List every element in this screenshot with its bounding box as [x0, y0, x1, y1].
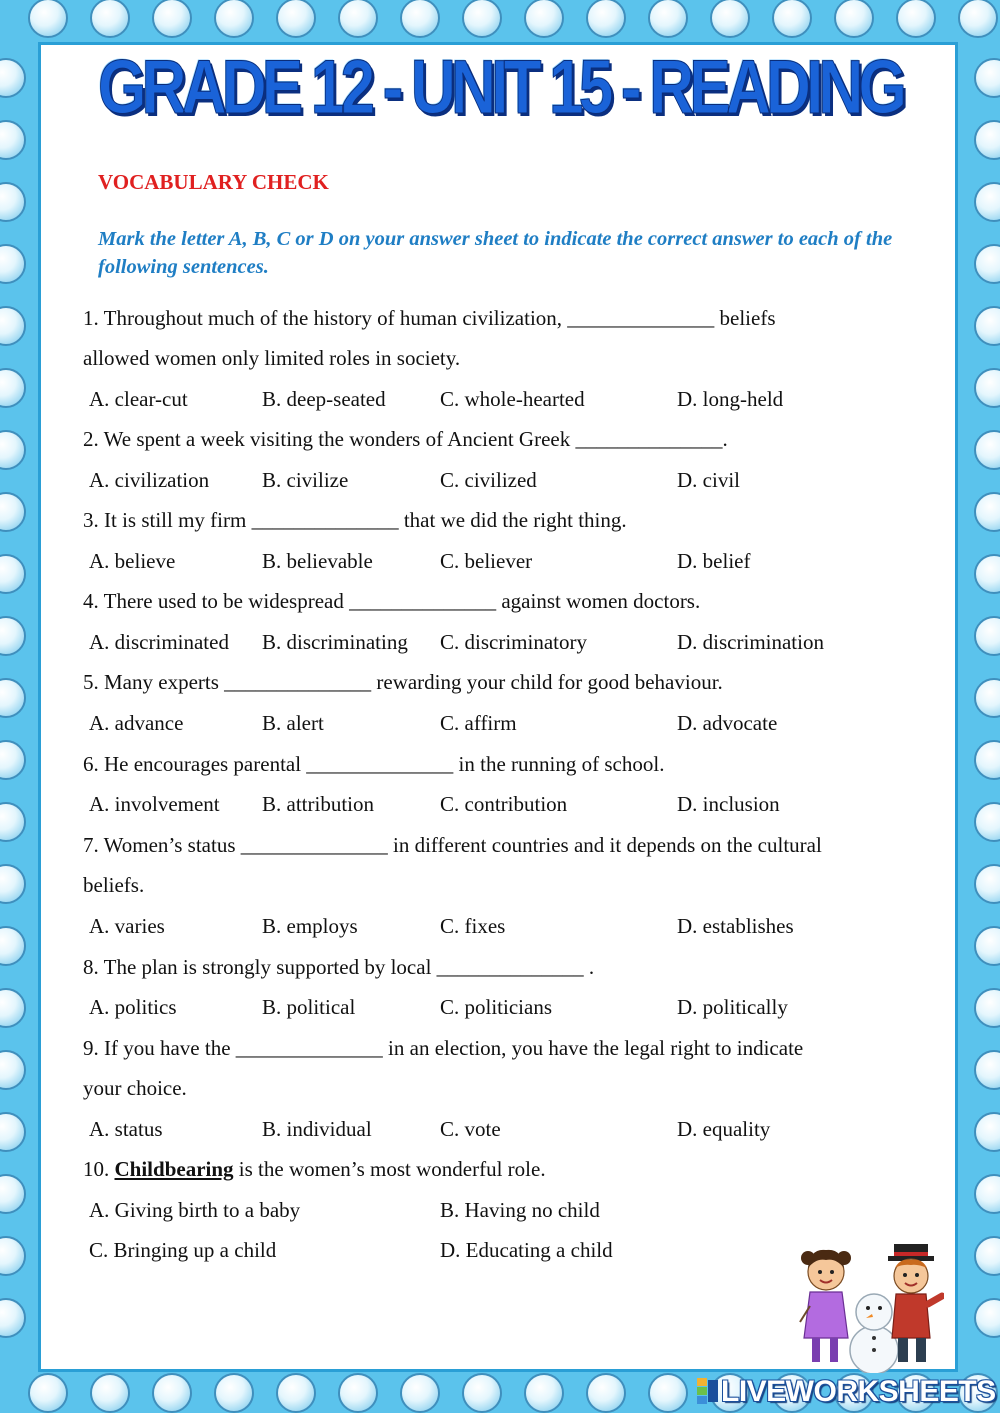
question-8-option-c[interactable]: C. politicians	[440, 995, 552, 1019]
question-1-line-2: allowed women only limited roles in society.	[83, 346, 461, 370]
bubble-decoration	[975, 245, 1000, 283]
page-title: GRADE 12 - UNIT 15 - READING	[97, 45, 903, 130]
bubble-decoration	[897, 0, 935, 37]
bubble-decoration	[649, 0, 687, 37]
question-4-option-b[interactable]: B. discriminating	[262, 630, 408, 654]
bubble-decoration	[0, 989, 25, 1027]
question-6-option-b[interactable]: B. attribution	[262, 792, 374, 816]
bubble-decoration	[587, 0, 625, 37]
bubble-decoration	[0, 493, 25, 531]
question-7-option-c[interactable]: C. fixes	[440, 914, 506, 938]
bubble-decoration	[0, 1237, 25, 1275]
bubble-decoration	[975, 1113, 1000, 1151]
bubble-decoration	[0, 183, 25, 221]
bubble-decoration	[975, 431, 1000, 469]
bubble-decoration	[773, 0, 811, 37]
question-4-option-d[interactable]: D. discrimination	[677, 630, 824, 654]
bubble-decoration	[0, 617, 25, 655]
question-10-option-c[interactable]: C. Bringing up a child	[89, 1238, 277, 1262]
question-4-option-a[interactable]: A. discriminated	[89, 630, 229, 654]
bubble-decoration	[153, 0, 191, 37]
bubble-decoration	[975, 1051, 1000, 1089]
question-3-option-d[interactable]: D. belief	[677, 549, 751, 573]
bubble-decoration	[975, 679, 1000, 717]
bubble-decoration	[0, 1299, 25, 1337]
question-2-option-c[interactable]: C. civilized	[440, 468, 537, 492]
bubble-decoration	[0, 741, 25, 779]
question-1-option-b[interactable]: B. deep-seated	[262, 387, 386, 411]
question-2-option-d[interactable]: D. civil	[677, 468, 740, 492]
bubble-decoration	[975, 865, 1000, 903]
question-7-option-b[interactable]: B. employs	[262, 914, 358, 938]
question-8-option-b[interactable]: B. political	[262, 995, 356, 1019]
bubble-decoration	[0, 431, 25, 469]
question-4-line-1: 4. There used to be widespread ______________ against women doctors.	[83, 589, 701, 613]
liveworksheets-logo-icon	[697, 1378, 719, 1404]
bubble-decoration	[91, 1374, 129, 1412]
bubble-decoration	[0, 1051, 25, 1089]
question-6-option-c[interactable]: C. contribution	[440, 792, 568, 816]
bubble-decoration	[525, 1374, 563, 1412]
bubble-decoration	[959, 0, 997, 37]
question-9-option-b[interactable]: B. individual	[262, 1117, 372, 1141]
bubble-decoration	[91, 0, 129, 37]
question-3-line-1: 3. It is still my firm ______________ that we did the right thing.	[83, 508, 627, 532]
bubble-decoration	[975, 927, 1000, 965]
question-9-option-d[interactable]: D. equality	[677, 1117, 771, 1141]
question-9-option-c[interactable]: C. vote	[440, 1117, 501, 1141]
bubble-decoration	[975, 989, 1000, 1027]
question-8-line-1: 8. The plan is strongly supported by local ______________ .	[83, 955, 595, 979]
bubble-decoration	[215, 0, 253, 37]
bubble-decoration	[0, 865, 25, 903]
bubble-decoration	[0, 121, 25, 159]
bubble-decoration	[525, 0, 563, 37]
question-2-option-b[interactable]: B. civilize	[262, 468, 349, 492]
question-5-option-d[interactable]: D. advocate	[677, 711, 778, 735]
question-9-option-a[interactable]: A. status	[89, 1117, 163, 1141]
bubble-decoration	[975, 741, 1000, 779]
question-5-option-c[interactable]: C. affirm	[440, 711, 517, 735]
kids-snowman-illustration	[796, 1238, 944, 1373]
bubble-decoration	[463, 1374, 501, 1412]
bubble-decoration	[649, 1374, 687, 1412]
question-6-option-a[interactable]: A. involvement	[89, 792, 220, 816]
bubble-decoration	[339, 0, 377, 37]
bubble-decoration	[0, 803, 25, 841]
question-10-option-d[interactable]: D. Educating a child	[440, 1238, 613, 1262]
question-1-option-c[interactable]: C. whole-hearted	[440, 387, 585, 411]
bubble-decoration	[975, 59, 1000, 97]
question-7-option-a[interactable]: A. varies	[89, 914, 165, 938]
bubble-decoration	[277, 1374, 315, 1412]
bubble-decoration	[0, 679, 25, 717]
question-7-option-d[interactable]: D. establishes	[677, 914, 794, 938]
question-8-option-a[interactable]: A. politics	[89, 995, 177, 1019]
question-3-option-b[interactable]: B. believable	[262, 549, 373, 573]
question-1-option-a[interactable]: A. clear-cut	[89, 387, 188, 411]
bubble-decoration	[975, 555, 1000, 593]
question-8-option-d[interactable]: D. politically	[677, 995, 788, 1019]
question-10-option-a[interactable]: A. Giving birth to a baby	[89, 1198, 301, 1222]
bubble-decoration	[153, 1374, 191, 1412]
question-10-line-1	[83, 1157, 546, 1182]
bubble-decoration	[401, 0, 439, 37]
bubble-decoration	[339, 1374, 377, 1412]
question-7-line-2: beliefs.	[83, 873, 145, 897]
bubble-decoration	[277, 0, 315, 37]
bubble-decoration	[835, 0, 873, 37]
bubble-decoration	[975, 307, 1000, 345]
bubble-decoration	[0, 307, 25, 345]
question-4-option-c[interactable]: C. discriminatory	[440, 630, 587, 654]
bubble-decoration	[463, 0, 501, 37]
bubble-decoration	[975, 121, 1000, 159]
bubble-decoration	[975, 1299, 1000, 1337]
bubble-decoration	[29, 0, 67, 37]
question-10-rest: is the women’s most wonderful role.	[233, 1157, 546, 1181]
question-3-option-c[interactable]: C. believer	[440, 549, 533, 573]
bubble-decoration	[711, 0, 749, 37]
question-6-option-d[interactable]: D. inclusion	[677, 792, 780, 816]
instruction-text: Mark the letter A, B, C or D on your answer sheet to indicate the correct answer to each of the following sentences.	[98, 228, 893, 278]
question-1-line-1: 1. Throughout much of the history of human civilization, ______________ beliefs	[83, 306, 776, 330]
bubble-decoration	[0, 927, 25, 965]
question-5-option-a[interactable]: A. advance	[89, 711, 184, 735]
question-10-prefix: 10.	[83, 1157, 115, 1181]
bubble-decoration	[975, 369, 1000, 407]
liveworksheets-logo-text: LIVEWORKSHEETS	[721, 1375, 996, 1408]
question-2-line-1: 2. We spent a week visiting the wonders of Ancient Greek ______________.	[83, 427, 728, 451]
bubble-decoration	[975, 1237, 1000, 1275]
bubble-decoration	[975, 1175, 1000, 1213]
question-7-line-1: 7. Women’s status ______________ in different countries and it depends on the cultural	[83, 833, 822, 857]
bubble-decoration	[975, 617, 1000, 655]
question-10-option-b[interactable]: B. Having no child	[440, 1198, 600, 1222]
question-3-option-a[interactable]: A. believe	[89, 549, 176, 573]
bubble-decoration	[975, 183, 1000, 221]
bubble-decoration	[0, 555, 25, 593]
question-6-line-1: 6. He encourages parental ______________ in the running of school.	[83, 752, 665, 776]
question-10-underlined-word: Childbearing	[114, 1157, 234, 1181]
bubble-decoration	[0, 1113, 25, 1151]
bubble-decoration	[0, 245, 25, 283]
bubble-decoration	[401, 1374, 439, 1412]
question-5-line-1: 5. Many experts ______________ rewarding your child for good behaviour.	[83, 670, 723, 694]
section-title: VOCABULARY CHECK	[98, 170, 329, 194]
bubble-decoration	[0, 59, 25, 97]
bubble-decoration	[587, 1374, 625, 1412]
question-1-option-d[interactable]: D. long-held	[677, 387, 784, 411]
bubble-decoration	[29, 1374, 67, 1412]
bubble-decoration	[975, 493, 1000, 531]
bubble-decoration	[975, 803, 1000, 841]
question-9-line-1: 9. If you have the ______________ in an election, you have the legal right to indicate	[83, 1036, 804, 1060]
question-9-line-2: your choice.	[83, 1076, 187, 1100]
question-2-option-a[interactable]: A. civilization	[89, 468, 210, 492]
question-5-option-b[interactable]: B. alert	[262, 711, 324, 735]
bubble-decoration	[0, 369, 25, 407]
bubble-decoration	[0, 1175, 25, 1213]
liveworksheets-logo[interactable]	[697, 1375, 996, 1409]
bubble-decoration	[215, 1374, 253, 1412]
